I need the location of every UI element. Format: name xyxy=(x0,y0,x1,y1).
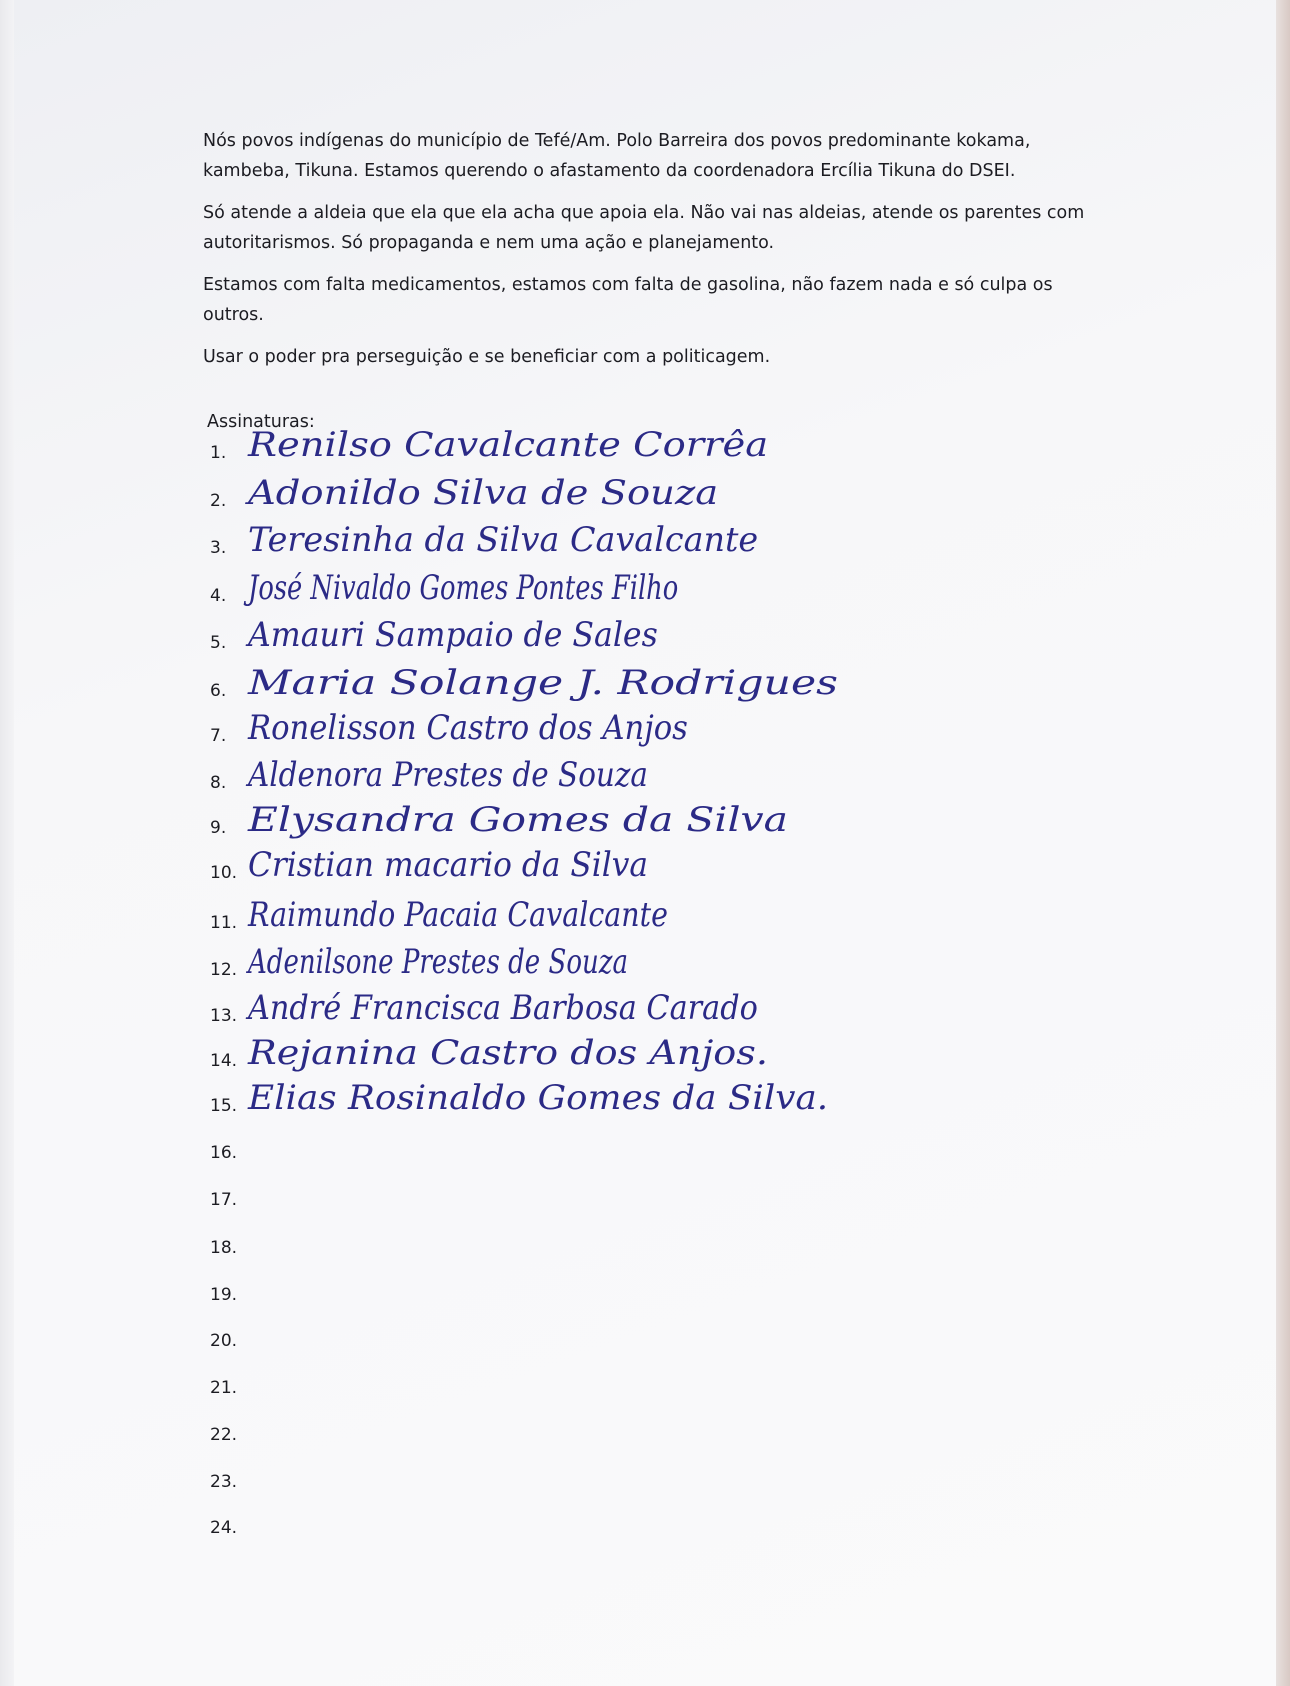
line-number: 18. xyxy=(210,1238,238,1258)
line-number: 21. xyxy=(210,1378,238,1398)
line-number: 7. xyxy=(210,726,227,746)
handwritten-signature: Adonildo Silva de Souza xyxy=(248,473,719,513)
paragraph-1: Nós povos indígenas do município de Tefé/Am. Polo Barreira dos povos predominante kokama, kambeba, Tikuna. Estamos querendo o afastamento da coordenadora Ercília Tikuna do DSEI. xyxy=(203,131,1031,181)
handwritten-signature: Cristian macario da Silva xyxy=(248,845,648,885)
line-number: 23. xyxy=(210,1472,238,1492)
handwritten-signature: Teresinha da Silva Cavalcante xyxy=(248,520,759,560)
handwritten-signature: Aldenora Prestes de Souza xyxy=(248,755,648,795)
line-number: 9. xyxy=(210,818,227,838)
line-number: 3. xyxy=(210,538,227,558)
handwritten-signature: Elias Rosinaldo Gomes da Silva. xyxy=(248,1078,829,1118)
paragraph-4: Usar o poder pra perseguição e se beneficiar com a politicagem. xyxy=(203,347,771,367)
line-number: 20. xyxy=(210,1331,238,1351)
line-number: 1. xyxy=(210,443,227,463)
line-number: 12. xyxy=(210,960,238,980)
letter-body xyxy=(203,126,1093,384)
line-number: 6. xyxy=(210,681,227,701)
line-number: 10. xyxy=(210,863,238,883)
signatures-label: Assinaturas: xyxy=(207,412,315,432)
line-number: 8. xyxy=(210,773,227,793)
handwritten-signature: Ronelisson Castro dos Anjos xyxy=(248,708,688,748)
line-number: 15. xyxy=(210,1096,238,1116)
handwritten-signature: José Nivaldo Gomes Pontes Filho xyxy=(248,568,679,608)
line-number: 19. xyxy=(210,1285,238,1305)
line-number: 17. xyxy=(210,1190,238,1210)
handwritten-signature: Rejanina Castro dos Anjos. xyxy=(248,1033,768,1073)
line-number: 2. xyxy=(210,491,227,511)
paragraph-2: Só atende a aldeia que ela que ela acha que apoia ela. Não vai nas aldeias, atende os parentes com autoritarismos. Só propaganda e nem uma ação e planejamento. xyxy=(203,203,1085,253)
handwritten-signature: Raimundo Pacaia Cavalcante xyxy=(248,895,668,935)
line-number: 13. xyxy=(210,1006,238,1026)
handwritten-signature: Maria Solange J. Rodrigues xyxy=(248,663,838,703)
line-number: 11. xyxy=(210,913,238,933)
handwritten-signature: Amauri Sampaio de Sales xyxy=(248,615,658,655)
handwritten-signature: Elysandra Gomes da Silva xyxy=(248,800,788,840)
line-number: 4. xyxy=(210,586,227,606)
line-number: 24. xyxy=(210,1518,238,1538)
line-number: 14. xyxy=(210,1051,238,1071)
line-number: 22. xyxy=(210,1425,238,1445)
line-number: 16. xyxy=(210,1143,238,1163)
handwritten-signature: Adenilsone Prestes de Souza xyxy=(248,942,629,982)
line-number: 5. xyxy=(210,633,227,653)
handwritten-signature: André Francisca Barbosa Carado xyxy=(248,988,758,1028)
paragraph-3: Estamos com falta medicamentos, estamos com falta de gasolina, não fazem nada e só culpa os outros. xyxy=(203,275,1053,325)
handwritten-signature: Renilso Cavalcante Corrêa xyxy=(248,425,769,465)
